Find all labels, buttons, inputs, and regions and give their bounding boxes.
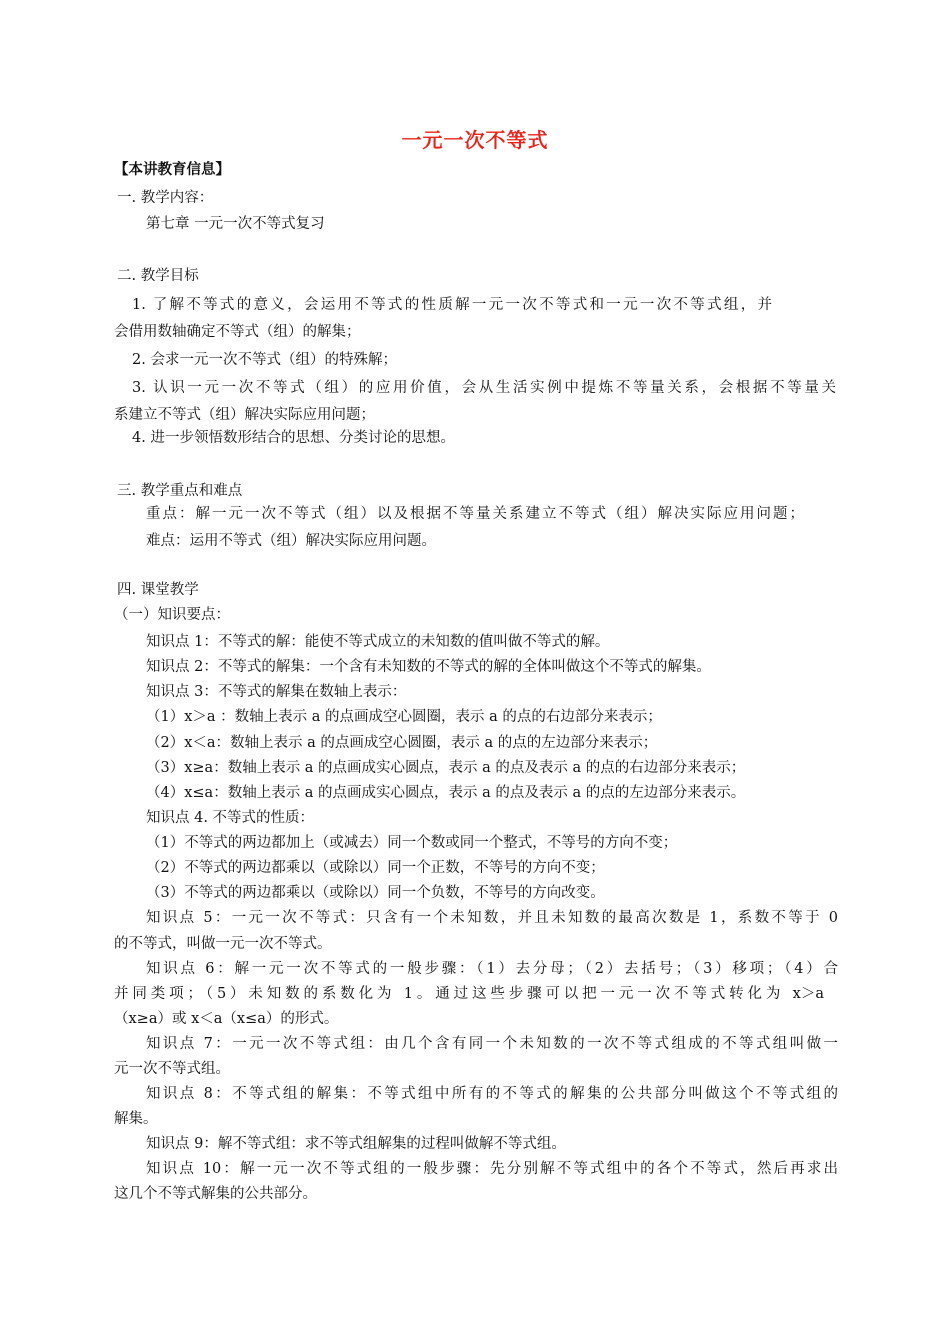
knowledge-point-3-item-2: （2）x＜a：数轴上表示 a 的点画成空心圆圈，表示 a 的点的左边部分来表示；	[146, 735, 658, 751]
knowledge-point-7-line-2: 元一次不等式组。	[114, 1061, 230, 1077]
goal-3-line-1: 3. 认识一元一次不等式（组）的应用价值，会从生活实例中提炼不等量关系，会根据不等量关	[132, 380, 836, 396]
knowledge-point-6-line-3: （x≥a）或 x＜a（x≤a）的形式。	[114, 1011, 339, 1027]
knowledge-point-6-line-1: 知识点 6：解一元一次不等式的一般步骤：（1）去分母；（2）去括号；（3）移项；（4）合	[146, 961, 838, 977]
section-2-heading: 二. 教学目标	[117, 268, 199, 284]
section-3-heading: 三. 教学重点和难点	[117, 483, 243, 499]
section-4-heading: 四. 课堂教学	[117, 582, 199, 598]
knowledge-point-4-item-3: （3）不等式的两边都乘以（或除以）同一个负数，不等号的方向改变。	[146, 885, 605, 901]
knowledge-point-5-line-2: 的不等式，叫做一元一次不等式。	[114, 936, 332, 952]
knowledge-point-4-item-1: （1）不等式的两边都加上（或减去）同一个数或同一个整式，不等号的方向不变；	[146, 835, 678, 851]
knowledge-point-9: 知识点 9：解不等式组：求不等式组解集的过程叫做解不等式组。	[146, 1136, 566, 1152]
knowledge-point-3: 知识点 3：不等式的解集在数轴上表示：	[146, 684, 407, 700]
knowledge-point-10-line-2: 这几个不等式解集的公共部分。	[114, 1186, 317, 1202]
knowledge-points-heading: （一）知识要点：	[114, 607, 230, 623]
knowledge-point-3-item-4: （4）x≤a：数轴上表示 a 的点画成实心圆点，表示 a 的点及表示 a 的点的左边部分来表示。	[146, 785, 746, 801]
knowledge-point-2: 知识点 2：不等式的解集：一个含有未知数的不等式的解的全体叫做这个不等式的解集。	[146, 659, 711, 675]
goal-1-line-1: 1. 了解不等式的意义，会运用不等式的性质解一元一次不等式和一元一次不等式组，并	[132, 297, 772, 313]
section-1-content: 第七章 一元一次不等式复习	[146, 216, 325, 232]
knowledge-point-1: 知识点 1：不等式的解：能使不等式成立的未知数的值叫做不等式的解。	[146, 634, 610, 650]
goal-2: 2. 会求一元一次不等式（组）的特殊解；	[132, 352, 397, 368]
info-header: 【本讲教育信息】	[114, 162, 230, 178]
knowledge-point-8-line-1: 知识点 8：不等式组的解集：不等式组中所有的不等式的解集的公共部分叫做这个不等式组的	[146, 1086, 838, 1102]
knowledge-point-4: 知识点 4. 不等式的性质：	[146, 810, 315, 826]
key-point: 重点：解一元一次不等式（组）以及根据不等量关系建立不等式（组）解决实际应用问题；	[146, 506, 804, 522]
knowledge-point-7-line-1: 知识点 7：一元一次不等式组：由几个含有同一个未知数的一次不等式组成的不等式组叫做一	[146, 1036, 838, 1052]
section-1-heading: 一. 教学内容：	[117, 190, 214, 206]
knowledge-point-3-item-1: （1）x＞a ：数轴上表示 a 的点画成空心圆圈，表示 a 的点的右边部分来表示；	[146, 709, 662, 725]
document-title: 一元一次不等式	[401, 128, 549, 152]
knowledge-point-10-line-1: 知识点 10：解一元一次不等式组的一般步骤：先分别解不等式组中的各个不等式，然后再求出	[146, 1161, 838, 1177]
difficulty-point: 难点：运用不等式（组）解决实际应用问题。	[146, 533, 436, 549]
knowledge-point-4-item-2: （2）不等式的两边都乘以（或除以）同一个正数，不等号的方向不变；	[146, 860, 605, 876]
knowledge-point-5-line-1: 知识点 5：一元一次不等式：只含有一个未知数，并且未知数的最高次数是 1，系数不等于 0	[146, 910, 838, 926]
goal-1-line-2: 会借用数轴确定不等式（组）的解集；	[114, 324, 361, 340]
goal-4: 4. 进一步领悟数形结合的思想、分类讨论的思想。	[132, 430, 455, 446]
knowledge-point-6-line-2: 并同类项；（5）未知数的系数化为 1。通过这些步骤可以把一元一次不等式转化为 x＞a	[114, 986, 824, 1002]
knowledge-point-8-line-2: 解集。	[114, 1111, 158, 1127]
goal-3-line-2: 系建立不等式（组）解决实际应用问题；	[114, 407, 375, 423]
knowledge-point-3-item-3: （3）x≥a：数轴上表示 a 的点画成实心圆点，表示 a 的点及表示 a 的点的右边部分来表示；	[146, 760, 746, 776]
